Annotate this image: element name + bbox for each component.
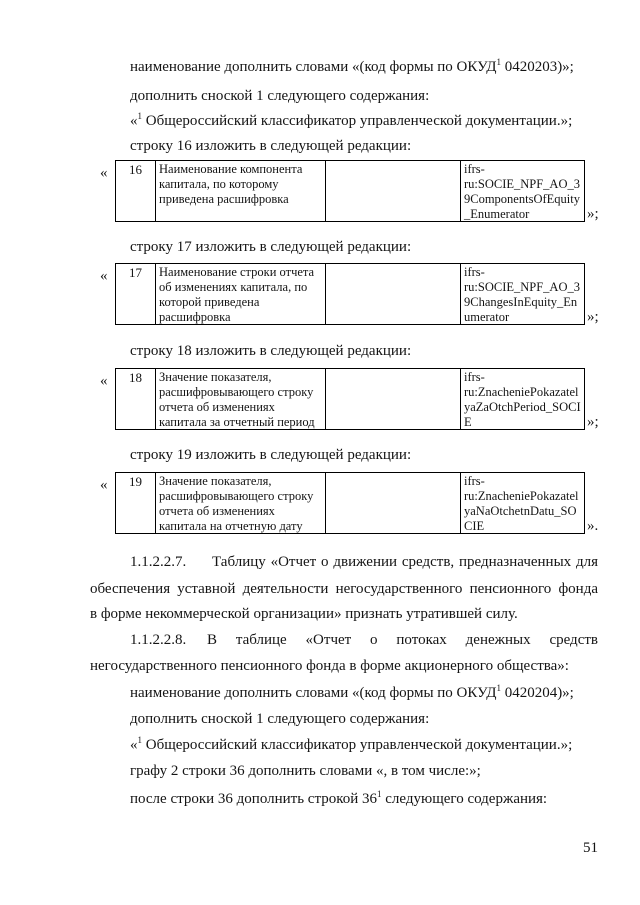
row-number: 19	[116, 473, 156, 533]
footnote-mark: 1	[137, 735, 142, 745]
clause-number-8: 1.1.2.2.8.	[130, 632, 187, 648]
text: наименование дополнить словами «(код формы по ОКУД	[130, 685, 497, 701]
open-quote: «	[100, 373, 108, 389]
table-row-16	[115, 160, 585, 222]
footnote-instruction-1: дополнить сноской 1 следующего содержания:	[130, 88, 430, 104]
row-empty-cell	[326, 161, 461, 221]
text: наименование дополнить словами «(код формы по ОКУД	[130, 59, 497, 75]
row-empty-cell	[326, 473, 461, 533]
footnote-mark: 1	[496, 57, 501, 67]
row-18-intro: строку 18 изложить в следующей редакции:	[130, 343, 412, 359]
row-17-block	[0, 263, 640, 325]
close-quote: »;	[587, 309, 599, 325]
row-number: 16	[116, 161, 156, 221]
clause-7-line-1: Таблицу «Отчет о движении средств, предназначенных для	[212, 554, 598, 570]
row-number: 17	[116, 264, 156, 324]
row-name: Значение показателя, расшифровывающего строку отчета об изменениях капитала за отчетный период	[156, 369, 326, 429]
text: после строки 36 дополнить строкой 36	[130, 791, 378, 807]
text: «	[130, 737, 138, 753]
footnote-mark: 1	[496, 683, 501, 693]
footnote-text-1	[130, 111, 572, 131]
row-empty-cell	[326, 369, 461, 429]
row-code: ifrs-ru:SOCIE_NPF_AO_39ChangesInEquity_Enumerator	[464, 265, 580, 324]
row-name: Наименование строки отчета об изменениях капитала, по которой приведена расшифровка	[156, 264, 326, 324]
text: следующего содержания:	[381, 791, 548, 807]
open-quote: «	[100, 268, 108, 284]
okud-name-line-2	[130, 683, 574, 703]
row-name: Наименование компонента капитала, по которому приведена расшифровка	[156, 161, 326, 221]
row-16-intro: строку 16 изложить в следующей редакции:	[130, 138, 412, 154]
row-17-intro: строку 17 изложить в следующей редакции:	[130, 239, 412, 255]
clause-7-line-3: в форме некоммерческой организации» признать утратившей силу.	[90, 606, 518, 622]
text: Общероссийский классификатор управленческой документации.»;	[142, 113, 573, 129]
footnote-instruction-2: дополнить сноской 1 следующего содержания:	[130, 711, 430, 727]
close-quote: »;	[587, 414, 599, 430]
close-quote: ».	[587, 518, 599, 534]
row-18-block	[0, 368, 640, 430]
footnote-text-2	[130, 735, 572, 755]
clause-7-line-2: обеспечения уставной деятельности негосударственного пенсионного фонда	[90, 581, 598, 597]
text: 0420204)»;	[500, 685, 574, 701]
footnote-mark: 1	[137, 111, 142, 121]
row-19-intro: строку 19 изложить в следующей редакции:	[130, 447, 412, 463]
okud-name-line-1	[130, 57, 574, 77]
text: 0420203)»;	[500, 59, 574, 75]
table-row-19	[115, 472, 585, 534]
close-quote: »;	[587, 206, 599, 222]
text: «	[130, 113, 138, 129]
table-row-18	[115, 368, 585, 430]
clause-8-line-1: В таблице «Отчет о потоках денежных средств	[207, 632, 598, 648]
clause-number-7: 1.1.2.2.7.	[130, 554, 187, 570]
open-quote: «	[100, 165, 108, 181]
row-code: ifrs-ru:ZnacheniePokazatelyaZaOtchPeriod_SOCIE	[464, 370, 581, 429]
superscript-mark: 1	[377, 789, 382, 799]
row-name: Значение показателя, расшифровывающего строку отчета об изменениях капитала на отчетную дату	[156, 473, 326, 533]
column-2-row-36-instruction: графу 2 строки 36 дополнить словами «, в том числе:»;	[130, 763, 481, 779]
open-quote: «	[100, 477, 108, 493]
row-code: ifrs-ru:ZnacheniePokazatelyaNaOtchetnDatu_SOCIE	[464, 474, 579, 533]
row-empty-cell	[326, 264, 461, 324]
row-19-block	[0, 472, 640, 534]
row-number: 18	[116, 369, 156, 429]
page-number: 51	[583, 840, 598, 856]
table-row-17	[115, 263, 585, 325]
row-16-block	[0, 160, 640, 222]
clause-8-line-2: негосударственного пенсионного фонда в форме акционерного общества»:	[90, 658, 569, 674]
text: Общероссийский классификатор управленческой документации.»;	[142, 737, 573, 753]
row-code: ifrs-ru:SOCIE_NPF_AO_39ComponentsOfEquity_Enumerator	[464, 162, 580, 221]
add-row-36-1-instruction	[130, 789, 547, 809]
